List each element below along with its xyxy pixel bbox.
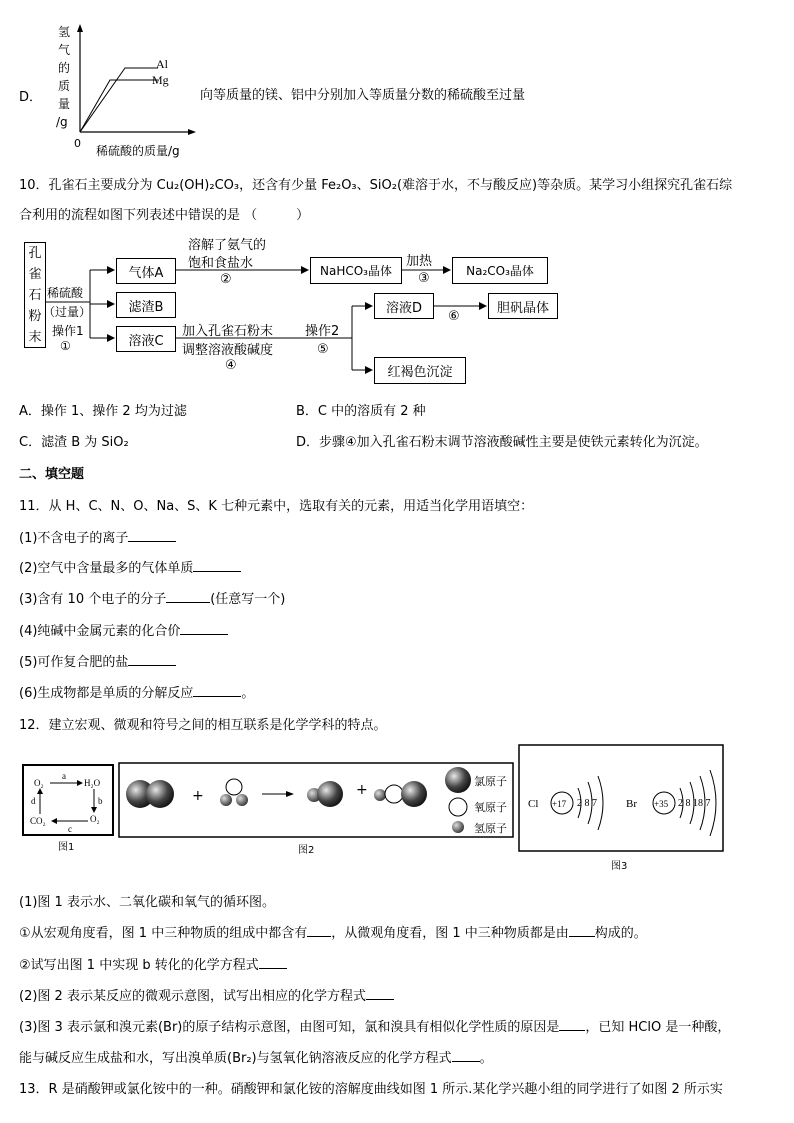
h-atom (220, 794, 232, 806)
q10-stem-line2: 合利用的流程如图下列表述中错误的是 （ ） (19, 208, 310, 223)
cl-nucleus-charge: +17 (552, 799, 567, 809)
fig1-label-b: b (98, 796, 103, 806)
figure-2-caption: 图2 (298, 845, 315, 856)
answer-blank[interactable] (128, 529, 176, 542)
q11-item-4: (4)纯碱中金属元素的化合价 (19, 620, 228, 639)
reaction-arrow-head (286, 791, 294, 797)
legend-o-atom (449, 798, 467, 816)
origin-label: 0 (74, 137, 81, 150)
fig1-o2-top: O₂ (34, 778, 44, 788)
br-shell-electrons: 2 8 18 7 (678, 798, 711, 809)
raw-char: 末 (28, 329, 42, 345)
crystal-box: 胆矾晶体 (488, 293, 558, 319)
q12-sub2: (2)图 2 表示某反应的微观示意图，试写出相应的化学方程式 (19, 985, 394, 1004)
al-line (80, 68, 158, 132)
precipitate-box: 红褐色沉淀 (374, 357, 466, 384)
fig1-label-a: a (62, 771, 66, 781)
na2co3-box: Na₂CO₃晶体 (452, 257, 548, 284)
fig2-plus-1: + (192, 788, 204, 804)
answer-blank[interactable] (259, 956, 287, 969)
mg-label: Mg (152, 73, 169, 87)
op2-label: 操作2 (305, 324, 340, 339)
br-symbol: Br (626, 798, 637, 810)
residue-b-box: 滤渣B (116, 292, 176, 318)
y-label-char: 质 (58, 79, 71, 93)
y-label-char: 气 (58, 43, 71, 57)
q10-option-b: B．C 中的溶质有 2 种 (296, 404, 426, 419)
op2-number: ⑤ (317, 342, 329, 357)
h-atom (374, 789, 386, 801)
answer-blank[interactable] (193, 559, 241, 572)
figure-3 (518, 744, 724, 852)
step4-number: ④ (225, 358, 237, 373)
cl-atom (401, 781, 427, 807)
option-d-description: 向等质量的镁、铝中分别加入等质量分数的稀硫酸至过量 (200, 88, 526, 103)
step2-number: ② (220, 272, 232, 287)
y-axis-arrow (77, 24, 83, 32)
legend-cl-label: 氯原子 (474, 775, 507, 788)
heat-label: 加热 (406, 254, 433, 269)
raw-char: 孔 (28, 245, 42, 261)
step4-label-2: 调整溶液酸碱度 (182, 343, 274, 358)
q10-stem-line1: 10．孔雀石主要成分为 Cu₂(OH)₂CO₃，还含有少量 Fe₂O₃、SiO₂(难溶于水，不与酸反应)等杂质。某学习小组探究孔雀石综 (19, 178, 733, 193)
answer-blank[interactable] (366, 987, 394, 1000)
y-label-char: 量 (58, 97, 71, 111)
step2-label-1: 溶解了氨气的 (188, 238, 267, 253)
step4-label-1: 加入孔雀石粉末 (182, 324, 274, 339)
q13-stem: 13．R 是硝酸钾或氯化铵中的一种。硝酸钾和氯化铵的溶解度曲线如图 1 所示.某化学兴趣小组的同学进行了如图 2 所示实 (19, 1082, 723, 1097)
q10-option-a: A．操作 1、操作 2 均为过滤 (19, 404, 187, 419)
cl-shell (598, 776, 603, 830)
gas-a-box: 气体A (116, 258, 176, 284)
acid-excess-label: （过量） (43, 305, 92, 319)
answer-blank[interactable] (166, 590, 210, 603)
figure-1 (22, 764, 114, 836)
step2-label-2: 饱和食盐水 (188, 256, 254, 271)
option-d-graph (50, 20, 200, 160)
section-title: 二、填空题 (19, 467, 85, 482)
q12-stem: 12．建立宏观、微观和符号之间的相互联系是化学学科的特点。 (19, 718, 387, 733)
fig1-label-d: d (31, 796, 36, 806)
br-shell (710, 770, 716, 836)
fig1-o2-bottom: O₂ (90, 814, 100, 824)
cl-atom (146, 780, 174, 808)
o-atom (226, 779, 242, 795)
acid-label: 稀硫酸 (47, 286, 84, 300)
x-axis-arrow (188, 129, 196, 135)
q11-stem: 11．从 H、C、N、O、Na、S、K 七种元素中，选取有关的元素，用适当化学用语填空： (19, 499, 534, 514)
q10-option-c: C．滤渣 B 为 SiO₂ (19, 435, 129, 450)
cl-symbol: Cl (528, 798, 539, 810)
raw-material-box (24, 242, 46, 348)
answer-blank[interactable] (180, 622, 228, 635)
q12-sub1-2: ②试写出图 1 中实现 b 转化的化学方程式 (19, 954, 287, 973)
al-label: Al (156, 57, 168, 71)
q11-item-6: (6)生成物都是单质的分解反应 。 (19, 686, 255, 701)
legend-h-atom (452, 821, 464, 833)
legend-o-label: 氧原子 (474, 801, 507, 814)
q12-sub1-1: ①从宏观角度看，图 1 中三种物质的组成中都含有 ，从微观角度看，图 1 中三种物质都是由 构成的。 (19, 926, 647, 941)
q11-item-3: (3)含有 10 个电子的分子 (任意写一个) (19, 592, 286, 607)
y-label-char: 氢 (58, 25, 71, 39)
q10-option-d: D．步骤④加入孔雀石粉末调节溶液酸碱性主要是使铁元素转化为沉淀。 (296, 435, 708, 450)
q12-sub3-line1: (3)图 3 表示氯和溴元素(Br)的原子结构示意图，由图可知，氯和溴具有相似化学性质的原因是 ，已知 HClO 是一种酸， (19, 1020, 731, 1035)
cl-atom (317, 781, 343, 807)
figure-3-caption: 图3 (611, 861, 628, 872)
fig1-label-c: c (68, 824, 72, 834)
cl-shell-electrons: 2 8 7 (577, 798, 597, 809)
heat-number: ③ (418, 271, 430, 286)
q11-item-1: (1)不含电子的离子 (19, 527, 176, 546)
q11-item-5: (5)可作复合肥的盐 (19, 651, 176, 670)
answer-blank[interactable] (193, 684, 241, 697)
op1-number: ① (60, 339, 71, 353)
q12-sub1: (1)图 1 表示水、二氧化碳和氧气的循环图。 (19, 895, 275, 910)
solution-c-box: 溶液C (116, 326, 176, 352)
raw-char: 雀 (28, 266, 42, 282)
raw-char: 石 (28, 287, 42, 303)
fig2-plus-2: + (356, 782, 368, 798)
answer-blank[interactable] (569, 924, 595, 937)
q11-item-2: (2)空气中含量最多的气体单质 (19, 557, 241, 576)
x-axis-label: 稀硫酸的质量/g (96, 144, 180, 158)
y-label-char: /g (56, 115, 68, 129)
option-d-letter: D． (19, 90, 43, 105)
answer-blank[interactable] (559, 1018, 585, 1031)
answer-blank[interactable] (128, 653, 176, 666)
y-label-char: 的 (58, 61, 71, 75)
raw-char: 粉 (28, 308, 42, 324)
fig1-co2: CO₂ (30, 816, 46, 826)
legend-cl-atom (445, 767, 471, 793)
legend-h-label: 氢原子 (474, 822, 507, 835)
br-nucleus-charge: +35 (654, 799, 669, 809)
q12-sub3-line2: 能与碱反应生成盐和水，写出溴单质(Br₂)与氢氧化钠溶液反应的化学方程式 。 (19, 1051, 493, 1066)
step6-number: ⑥ (448, 309, 460, 324)
answer-blank[interactable] (452, 1049, 480, 1062)
h-atom (236, 794, 248, 806)
op1-label: 操作1 (52, 324, 84, 338)
figure-2 (118, 762, 514, 838)
figure-1-caption: 图1 (58, 842, 75, 853)
o-atom (385, 785, 403, 803)
mg-line (80, 80, 158, 132)
fig1-h2o: H₂O (84, 778, 101, 788)
solution-d-box: 溶液D (374, 293, 434, 319)
answer-blank[interactable] (307, 924, 331, 937)
nahco3-box: NaHCO₃晶体 (310, 257, 402, 284)
